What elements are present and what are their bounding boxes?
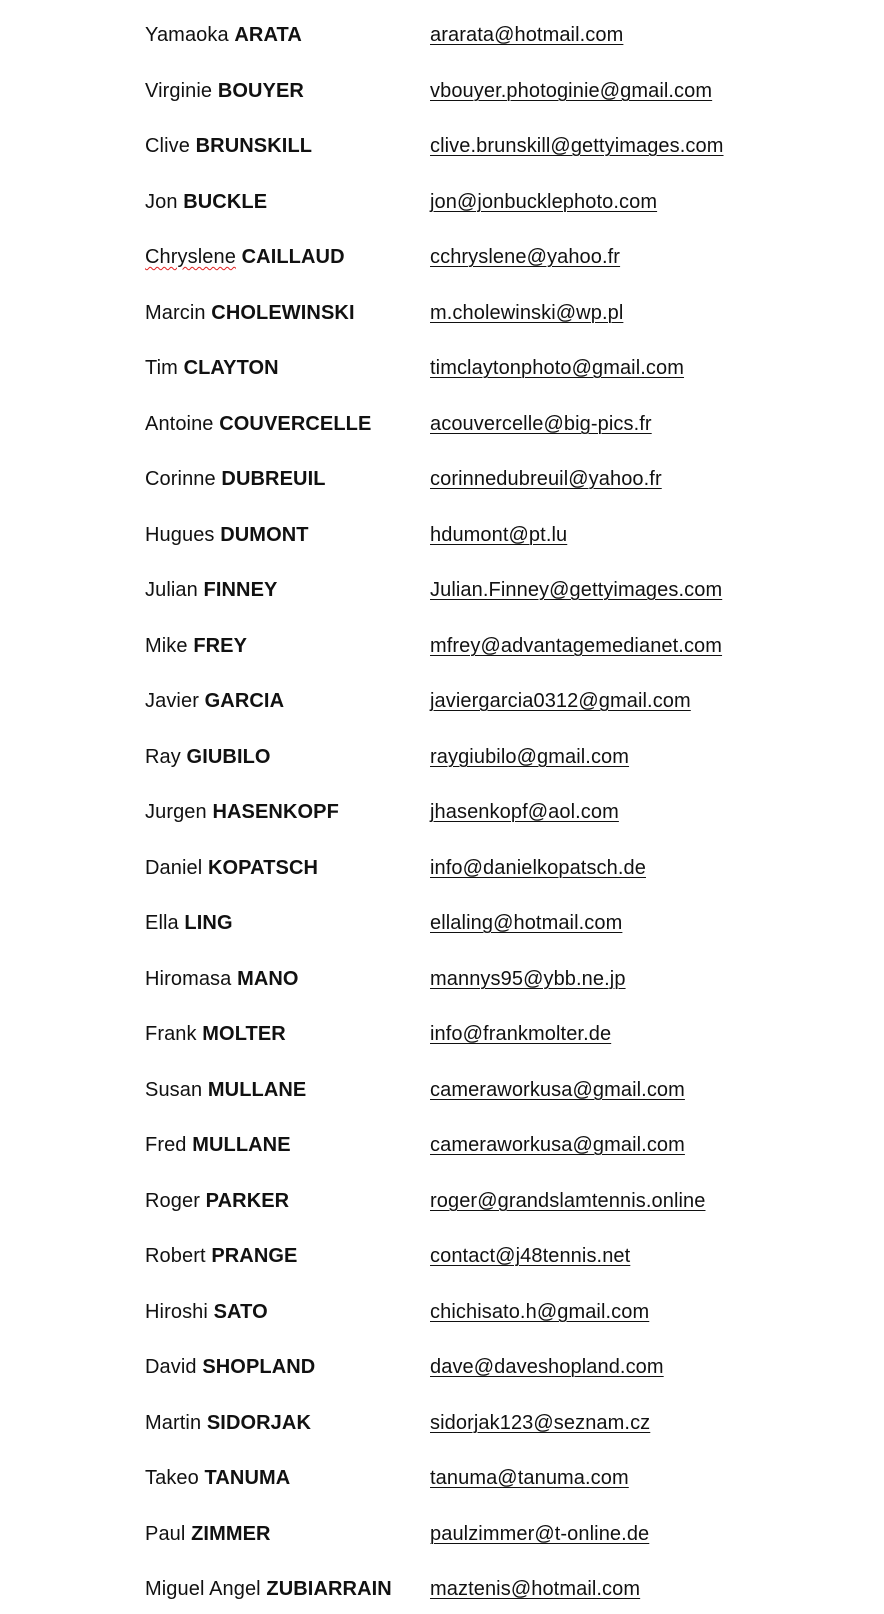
contact-row <box>0 187 884 217</box>
contact-row <box>0 1463 884 1493</box>
first-name: Virginie <box>145 80 213 102</box>
contact-row <box>0 520 884 550</box>
last-name: PRANGE <box>211 1245 298 1267</box>
first-name: Marcin <box>145 302 206 324</box>
contact-name <box>145 1408 311 1438</box>
contact-row <box>0 1297 884 1327</box>
first-name: Fred <box>145 1134 187 1156</box>
contact-row <box>0 464 884 494</box>
last-name: MULLANE <box>207 1079 307 1101</box>
contact-row <box>0 797 884 827</box>
email-link[interactable]: acouvercelle@big-pics.fr <box>430 413 652 435</box>
email-link[interactable]: cameraworkusa@gmail.com <box>430 1134 685 1156</box>
contact-name <box>145 1241 297 1271</box>
contact-name <box>145 1352 315 1382</box>
last-name: CAILLAUD <box>241 246 345 268</box>
first-name: Ella <box>145 912 179 934</box>
email-link[interactable]: clive.brunskill@gettyimages.com <box>430 135 724 157</box>
first-name: Hugues <box>145 524 215 546</box>
last-name: MANO <box>237 968 299 990</box>
contact-name <box>145 686 284 716</box>
contact-name <box>145 631 247 661</box>
first-name: Frank <box>145 1023 197 1045</box>
last-name: KOPATSCH <box>207 857 319 879</box>
email-link[interactable]: jhasenkopf@aol.com <box>430 801 619 823</box>
email-link[interactable]: jon@jonbucklephoto.com <box>430 191 658 213</box>
first-name: Chryslene <box>145 246 236 268</box>
contact-row <box>0 1352 884 1382</box>
first-name: Julian <box>145 579 198 601</box>
first-name: Tim <box>145 357 178 379</box>
email-link[interactable]: mfrey@advantagemedianet.com <box>430 635 723 657</box>
first-name: Hiroshi <box>145 1301 208 1323</box>
contact-row <box>0 1519 884 1549</box>
contact-name <box>145 908 233 938</box>
contact-row <box>0 575 884 605</box>
contact-name <box>145 1519 271 1549</box>
contact-name <box>145 1019 286 1049</box>
contact-row <box>0 742 884 772</box>
last-name: GARCIA <box>204 690 285 712</box>
email-link[interactable]: timclaytonphoto@gmail.com <box>430 357 685 379</box>
first-name: Susan <box>145 1079 203 1101</box>
contact-name <box>145 1186 289 1216</box>
email-link[interactable]: contact@j48tennis.net <box>430 1245 631 1267</box>
last-name: BUCKLE <box>183 191 268 213</box>
last-name: HASENKOPF <box>212 801 339 823</box>
email-link[interactable]: sidorjak123@seznam.cz <box>430 1412 651 1434</box>
contact-row <box>0 1408 884 1438</box>
contact-name <box>145 1075 306 1105</box>
last-name: ZIMMER <box>191 1523 271 1545</box>
contact-name <box>145 464 326 494</box>
first-name: Hiromasa <box>145 968 232 990</box>
last-name: ARATA <box>234 24 302 46</box>
last-name: TANUMA <box>204 1467 291 1489</box>
email-link[interactable]: info@danielkopatsch.de <box>430 857 646 879</box>
contact-name <box>145 353 279 383</box>
contact-name <box>145 520 309 550</box>
contact-name <box>145 742 271 772</box>
email-link[interactable]: maztenis@hotmail.com <box>430 1578 641 1600</box>
contact-name <box>145 20 302 50</box>
last-name: PARKER <box>205 1190 290 1212</box>
first-name: David <box>145 1356 197 1378</box>
email-link[interactable]: chichisato.h@gmail.com <box>430 1301 650 1323</box>
contact-name <box>145 409 371 439</box>
contact-row <box>0 76 884 106</box>
email-link[interactable]: cameraworkusa@gmail.com <box>430 1079 685 1101</box>
contact-row <box>0 1574 884 1604</box>
contact-row <box>0 298 884 328</box>
contact-row <box>0 353 884 383</box>
contact-row <box>0 631 884 661</box>
email-link[interactable]: javiergarcia0312@gmail.com <box>430 690 691 712</box>
email-link[interactable]: hdumont@pt.lu <box>430 524 568 546</box>
contact-row <box>0 1186 884 1216</box>
contact-row <box>0 131 884 161</box>
contact-row <box>0 20 884 50</box>
first-name: Jon <box>145 191 178 213</box>
contact-name <box>145 964 299 994</box>
first-name: Martin <box>145 1412 202 1434</box>
contact-row <box>0 242 884 272</box>
last-name: DUBREUIL <box>221 468 326 490</box>
contact-name <box>145 76 304 106</box>
contact-name <box>145 575 277 605</box>
last-name: FINNEY <box>203 579 278 601</box>
last-name: CLAYTON <box>183 357 279 379</box>
first-name: Takeo <box>145 1467 199 1489</box>
contact-row <box>0 1019 884 1049</box>
email-link[interactable]: dave@daveshopland.com <box>430 1356 664 1378</box>
contact-name <box>145 1297 268 1327</box>
last-name: GIUBILO <box>186 746 271 768</box>
email-link[interactable]: m.cholewinski@wp.pl <box>430 302 624 324</box>
contact-name <box>145 131 312 161</box>
contact-name <box>145 1463 290 1493</box>
contact-name <box>145 797 339 827</box>
email-link[interactable]: corinnedubreuil@yahoo.fr <box>430 468 662 490</box>
first-name: Clive <box>145 135 190 157</box>
contact-name <box>145 298 355 328</box>
email-link[interactable]: Julian.Finney@gettyimages.com <box>430 579 723 601</box>
contact-row <box>0 853 884 883</box>
first-name: Javier <box>145 690 199 712</box>
email-link[interactable]: vbouyer.photoginie@gmail.com <box>430 80 713 102</box>
first-name: Antoine <box>145 413 214 435</box>
email-link[interactable]: tanuma@tanuma.com <box>430 1467 629 1489</box>
contact-name <box>145 853 318 883</box>
last-name: MULLANE <box>192 1134 291 1156</box>
contact-name <box>145 242 345 272</box>
first-name: Robert <box>145 1245 206 1267</box>
contact-row <box>0 964 884 994</box>
contact-row <box>0 1075 884 1105</box>
first-name: Ray <box>145 746 181 768</box>
email-link[interactable]: mannys95@ybb.ne.jp <box>430 968 626 990</box>
first-name: Yamaoka <box>145 24 229 46</box>
contact-name <box>145 1574 392 1604</box>
last-name: BOUYER <box>217 80 304 102</box>
contact-row <box>0 1241 884 1271</box>
email-link[interactable]: info@frankmolter.de <box>430 1023 612 1045</box>
first-name: Roger <box>145 1190 200 1212</box>
email-link[interactable]: paulzimmer@t-online.de <box>430 1523 650 1545</box>
first-name: Corinne <box>145 468 216 490</box>
last-name: MOLTER <box>202 1023 286 1045</box>
last-name: DUMONT <box>220 524 309 546</box>
first-name: Miguel Angel <box>145 1578 261 1600</box>
email-link[interactable]: cchryslene@yahoo.fr <box>430 246 621 268</box>
last-name: ZUBIARRAIN <box>266 1578 392 1600</box>
email-link[interactable]: raygiubilo@gmail.com <box>430 746 630 768</box>
last-name: SHOPLAND <box>202 1356 316 1378</box>
first-name: Daniel <box>145 857 203 879</box>
last-name: BRUNSKILL <box>195 135 313 157</box>
first-name: Paul <box>145 1523 186 1545</box>
last-name: FREY <box>193 635 248 657</box>
contact-name <box>145 1130 291 1160</box>
first-name: Jurgen <box>145 801 207 823</box>
first-name: Mike <box>145 635 188 657</box>
contact-row <box>0 686 884 716</box>
contact-name <box>145 187 267 217</box>
last-name: COUVERCELLE <box>219 413 372 435</box>
email-link[interactable]: roger@grandslamtennis.online <box>430 1190 706 1212</box>
contact-row <box>0 409 884 439</box>
last-name: LING <box>184 912 233 934</box>
email-link[interactable]: ararata@hotmail.com <box>430 24 624 46</box>
last-name: SATO <box>213 1301 268 1323</box>
last-name: SIDORJAK <box>206 1412 311 1434</box>
last-name: CHOLEWINSKI <box>211 302 355 324</box>
email-link[interactable]: ellaling@hotmail.com <box>430 912 623 934</box>
contact-row <box>0 1130 884 1160</box>
contact-row <box>0 908 884 938</box>
